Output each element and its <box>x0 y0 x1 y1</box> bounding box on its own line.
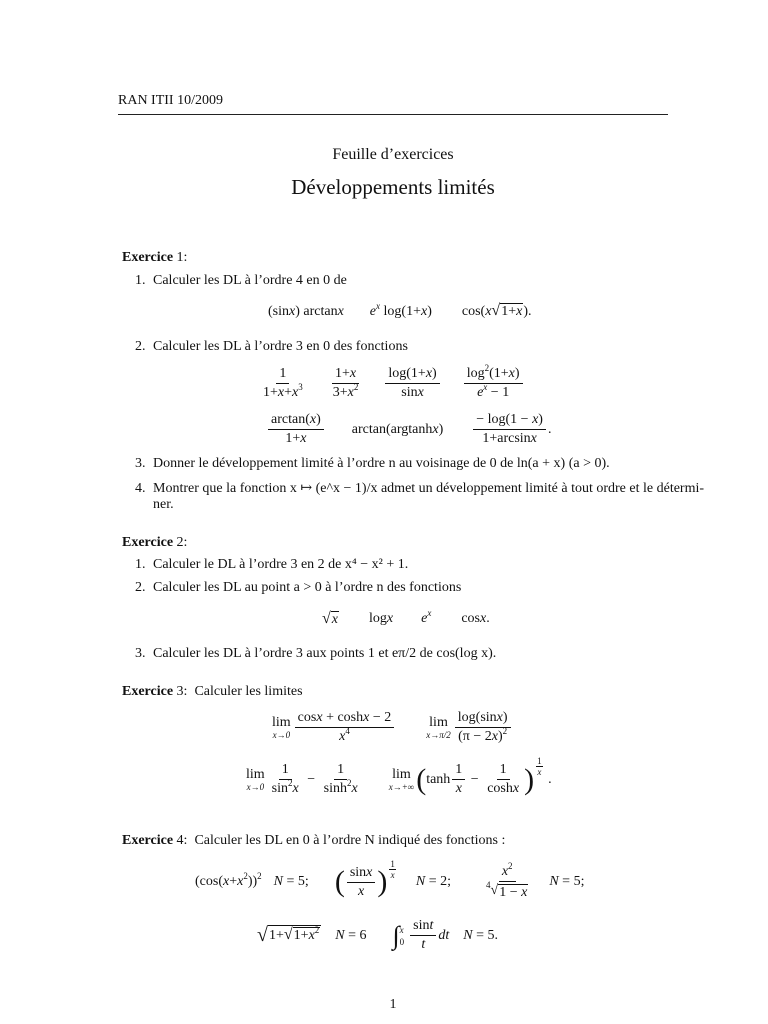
exercise-4-heading: Exercice 4: Calculer les DL en 0 à l’ordre N indiqué des fonctions : <box>122 833 506 848</box>
exercise-2-heading: Exercice 2: <box>122 535 188 550</box>
sheet-subtitle: Feuille d’exercices <box>332 146 454 163</box>
ex1-dl-functions: (sinx) arctanx $e^x$ log(1+x) cos(x √ 1+x ). <box>268 300 532 319</box>
header-rule <box>118 114 668 115</box>
sheet-title: Développements limités <box>291 175 495 199</box>
exercise-2-item-3: 3. Calculer les DL à l’ordre 3 aux points 1 et eπ/2 de cos(log x). <box>135 646 497 661</box>
exercise-1-item-4: 4. Montrer que la fonction x ↦ (e^x − 1)/x admet un développement limité à tout ordre et le détermi- <box>135 481 705 496</box>
ex3-limit-row-1: lim x→0 $\frac{\cos x + \cosh x - 2}{x^4}$ lim x→π/2 $\frac{\log(\sin x)}{(\pi - 2x)^2}$ <box>272 710 513 745</box>
ex4-row-1: $(\cos(x+x^2))^2$ N = 5; ( $\frac{\sin x}{x}$ ) $\frac{1}{x}$ N = 2; $x^2$ $^4$ √ 1 − x N = 5; <box>195 858 585 900</box>
exercise-1-heading: Exercice 1: <box>122 250 188 265</box>
ex1-fraction-row-2: $\frac{\arctan(x)}{1+x}$ arctan(argtanhx) $\frac{- \log(1 - x)}{1+\arcsin x}$ . <box>266 412 551 447</box>
ex1-fraction-row-1: $\frac{1}{1+x+x^3}$ $\frac{1+x}{3+x^2}$ $\frac{\log(1+x)}{\sin x}$ $\frac{\log^2(1+x)}{e^x - 1}$ <box>258 366 525 401</box>
exercise-1-item-2: 2. Calculer les DL à l’ordre 3 en 0 des fonctions <box>135 339 408 354</box>
course-header: RAN ITII 10/2009 <box>118 93 223 108</box>
exercise-3-heading: Exercice 3: Calculer les limites <box>122 684 303 699</box>
exercise-1-item-4-cont: ner. <box>153 497 174 512</box>
exercise-2-item-2: 2. Calculer les DL au point a > 0 à l’ordre n des fonctions <box>135 580 462 595</box>
exercise-1-item-3: 3. Donner le développement limité à l’ordre n au voisinage de 0 de ln(a + x) (a > 0). <box>135 456 610 471</box>
exercise-2-item-1: 1. Calculer le DL à l’ordre 3 en 2 de x⁴ − x² + 1. <box>135 557 409 572</box>
ex4-row-2: √ 1+ √ $1+x^2$ N = 6 ∫ x 0 $\frac{\sin t}{t}$ dt N = 5. <box>257 918 499 952</box>
page-number: 1 <box>389 997 397 1012</box>
ex3-limit-row-2: lim x→0 $\frac{1}{\sin^2x}$ − $\frac{1}{\sinh^2x}$ lim x→+∞ ( tanh $\frac{1}{x}$ − $\frac{1}{\cosh x}$ ) $\frac{1}{x}$ . <box>246 756 552 796</box>
ex2-functions: √ x logx $e^x$ cosx. <box>322 608 490 627</box>
exercise-1-item-1: 1. Calculer les DL à l’ordre 4 en 0 de <box>135 273 347 288</box>
